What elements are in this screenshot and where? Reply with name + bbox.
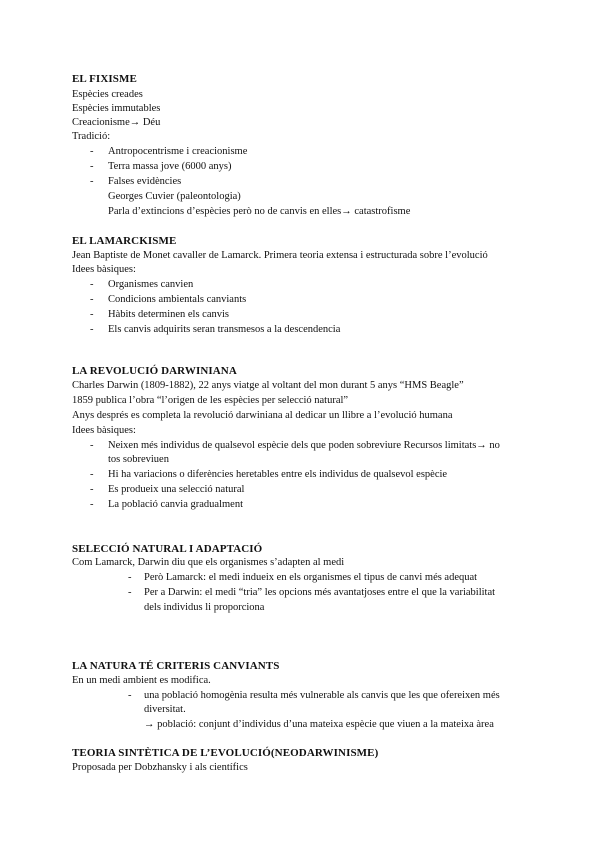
bullet-item: Hi ha variacions o diferències heretables entre els individus de qualsevol espècie xyxy=(108,469,448,480)
bullet-dash: - xyxy=(90,484,94,495)
text-line: 1859 publica l’obra “l’origen de les espècies per selecció natural” xyxy=(72,395,349,406)
bullet-dash: - xyxy=(90,440,94,451)
text-line: Idees bàsiques: xyxy=(72,264,136,275)
text-line: Proposada per Dobzhansky i als científics xyxy=(72,762,248,773)
bullet-dash: - xyxy=(90,294,94,305)
bullet-dash: - xyxy=(90,279,94,290)
bullet-item: Els canvis adquirits seran transmesos a la descendencia xyxy=(108,324,341,335)
bullet-dash: - xyxy=(90,161,94,172)
text-line: Creacionisme→ Déu xyxy=(72,117,161,128)
text-line: Espècies immutables xyxy=(72,103,161,114)
bullet-item: Però Lamarck: el medi indueix en els organismes el tipus de canvi més adequat xyxy=(144,572,478,583)
bullet-item-continued: dels individus li proporciona xyxy=(144,602,265,613)
bullet-item: Hàbits determinen els canvis xyxy=(108,309,230,320)
text-line: Anys després es completa la revolució darwiniana al dedicar un llibre a l’evolució humana xyxy=(72,410,453,421)
text-line: En un medi ambient es modifica. xyxy=(72,675,211,686)
bullet-item: Organismes canvien xyxy=(108,279,194,290)
bullet-item: La població canvia gradualment xyxy=(108,499,243,510)
bullet-dash: - xyxy=(90,499,94,510)
bullet-dash: - xyxy=(90,146,94,157)
text-line: Tradició: xyxy=(72,131,111,142)
bullet-item: Terra massa jove (6000 anys) xyxy=(108,161,232,172)
text-line: Jean Baptiste de Monet cavaller de Lamarck. Primera teoria extensa i estructurada sobre l’evolució xyxy=(72,250,488,261)
bullet-item-continued: tos sobreviuen xyxy=(108,454,169,465)
bullet-item: Antropocentrisme i creacionisme xyxy=(108,146,248,157)
bullet-dash: - xyxy=(90,309,94,320)
bullet-item: Es produeix una selecció natural xyxy=(108,484,245,495)
bullet-dash: - xyxy=(90,176,94,187)
bullet-item: una població homogènia resulta més vulnerable als canvis que les que ofereixen més xyxy=(144,690,500,701)
heading-natura-criteris: LA NATURA TÉ CRITERIS CANVIANTS xyxy=(72,660,280,672)
text-line: Charles Darwin (1809-1882), 22 anys viatge al voltant del mon durant 5 anys “HMS Beagle” xyxy=(72,380,464,391)
bullet-item-continued: diversitat. xyxy=(144,704,186,715)
bullet-dash: - xyxy=(90,324,94,335)
bullet-dash: - xyxy=(90,469,94,480)
sub-item: → població: conjunt d’individus d’una mateixa espècie que viuen a la mateixa àrea xyxy=(144,719,494,730)
bullet-item: Falses evidències xyxy=(108,176,182,187)
bullet-dash: - xyxy=(128,587,132,598)
text-line: Espècies creades xyxy=(72,89,143,100)
bullet-item: Condicions ambientals canviants xyxy=(108,294,247,305)
heading-teoria-sintetica: TEORIA SINTÈTICA DE L’EVOLUCIÓ(NEODARWINISME) xyxy=(72,747,379,759)
text-line: Idees bàsiques: xyxy=(72,425,136,436)
heading-fixisme: EL FIXISME xyxy=(72,73,137,85)
bullet-dash: - xyxy=(128,572,132,583)
sub-item: Parla d’extincions d’espècies però no de canvis en elles→ catastrofisme xyxy=(108,206,411,217)
sub-item: Georges Cuvier (paleontologia) xyxy=(108,191,241,202)
heading-lamarckisme: EL LAMARCKISME xyxy=(72,235,177,247)
heading-revolucio-darwiniana: LA REVOLUCIÓ DARWINIANA xyxy=(72,365,237,377)
bullet-item: Per a Darwin: el medi “tria” les opcions més avantatjoses entre el que la variabilitat xyxy=(144,587,496,598)
bullet-dash: - xyxy=(128,690,132,701)
heading-seleccio-natural: SELECCIÓ NATURAL I ADAPTACIÓ xyxy=(72,543,263,555)
bullet-item: Neixen més individus de qualsevol espècie dels que poden sobreviure Recursos limitats→ no xyxy=(108,440,500,451)
text-line: Com Lamarck, Darwin diu que els organismes s’adapten al medi xyxy=(72,557,345,568)
